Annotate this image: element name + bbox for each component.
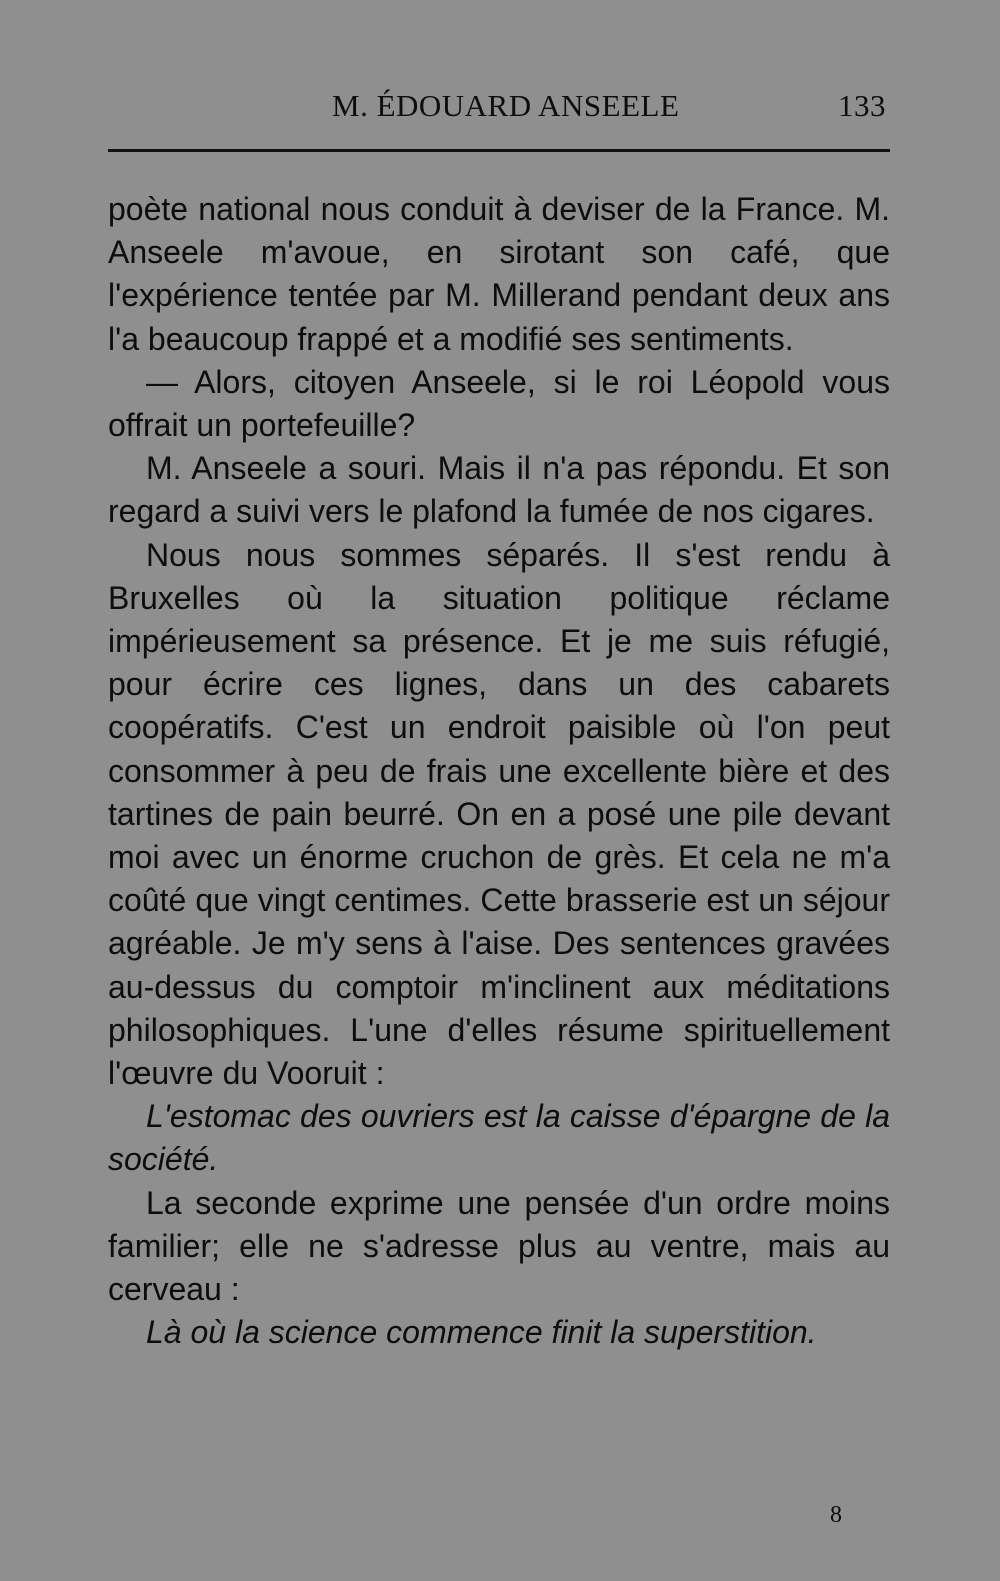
signature-mark: 8: [830, 1502, 842, 1528]
paragraph-reply: M. Anseele a souri. Mais il n'a pas répondu. Et son regard a suivi vers le plafond la fumée de nos cigares.: [108, 450, 890, 530]
book-page: [108, 88, 890, 1568]
body-text: [108, 188, 890, 1354]
paragraph-dialogue: — Alors, citoyen Anseele, si le roi Léopold vous offrait un portefeuille?: [108, 363, 890, 444]
header-rule: [108, 149, 890, 152]
page-number: 133: [838, 88, 886, 123]
quote-first-sentence: L'estomac des ouvriers est la caisse d'épargne de la société.: [108, 1098, 890, 1178]
running-head: [108, 88, 890, 132]
running-title: M. ÉDOUARD ANSEELE: [332, 88, 680, 123]
paragraph-brasserie: Nous nous sommes séparés. Il s'est rendu à Bruxelles où la situation politique réclame impérieusement sa présence. Et je me suis réfugié, pour écrire ces lignes, dans un des cabarets coopératifs. C'est un endroit paisible où l'on peut consommer à peu de frais une excellente bière et des tartines de pain beurré. On en a posé une pile devant moi avec un énorme cruchon de grès. Et cela ne m'a coûté que vingt centimes. Cette brasserie est un séjour agréable. Je m'y sens à l'aise. Des sentences gravées au-dessus du comptoir m'inclinent aux méditations philosophiques. L'une d'elles résume spirituellement l'œuvre du Vooruit :: [108, 536, 890, 1092]
paragraph-second-sentence: La seconde exprime une pensée d'un ordre moins familier; elle ne s'adresse plus au ventre, mais au cerveau :: [108, 1184, 890, 1308]
quote-second-sentence: Là où la science commence finit la superstition.: [146, 1314, 817, 1351]
paragraph-continuation: poète national nous conduit à deviser de la France. M. Anseele m'avoue, en sirotant son café, que l'expérience tentée par M. Millerand pendant deux ans l'a beaucoup frappé et a modifié ses sentiments.: [108, 191, 890, 357]
